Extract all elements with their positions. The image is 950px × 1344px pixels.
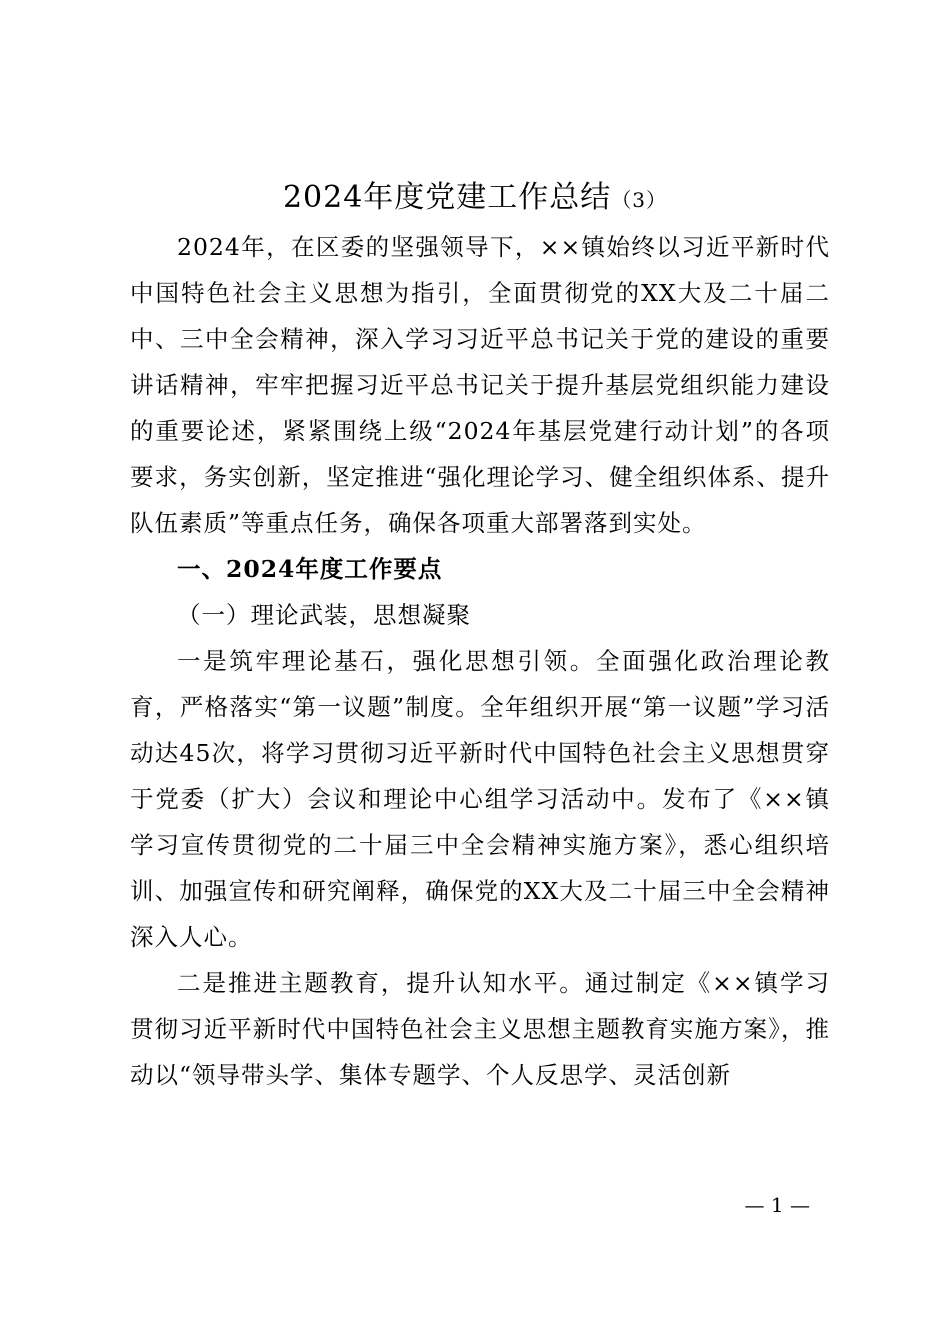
page-number: — 1 — — [744, 1193, 810, 1217]
subsection-heading-1: （一）理论武装，思想凝聚 — [177, 601, 471, 629]
document-body — [130, 224, 830, 1098]
title-text: 2024年度党建工作总结 — [282, 180, 612, 215]
body-paragraph-2: 二是推进主题教育，提升认知水平。通过制定《××镇学习贯彻习近平新时代中国特色社会主义思想主题教育实施方案》，推动以“领导带头学、集体专题学、个人反思学、灵活创新 — [130, 969, 830, 1089]
intro-paragraph: 2024年，在区委的坚强领导下，××镇始终以习近平新时代中国特色社会主义思想为指引，全面贯彻党的XX大及二十届二中、三中全会精神，深入学习习近平总书记关于党的建设的重要讲话精神，牢牢把握习近平总书记关于提升基层党组织能力建设的重要论述，紧紧围绕上级“2024年基层党建行动计划”的各项要求，务实创新，坚定推进“强化理论学习、健全组织体系、提升队伍素质”等重点任务，确保各项重大部署落到实处。 — [130, 233, 830, 537]
title-suffix: （3） — [611, 188, 668, 212]
body-paragraph-1: 一是筑牢理论基石，强化思想引领。全面强化政治理论教育，严格落实“第一议题”制度。全年组织开展“第一议题”学习活动达45次，将学习贯彻习近平新时代中国特色社会主义思想贯穿于党委（扩大）会议和理论中心组学习活动中。发布了《××镇学习宣传贯彻党的二十届三中全会精神实施方案》，悉心组织培训、加强宣传和研究阐释，确保党的XX大及二十届三中全会精神深入人心。 — [130, 647, 830, 951]
document-title — [0, 176, 950, 222]
section-heading-1: 一、2024年度工作要点 — [177, 555, 443, 583]
